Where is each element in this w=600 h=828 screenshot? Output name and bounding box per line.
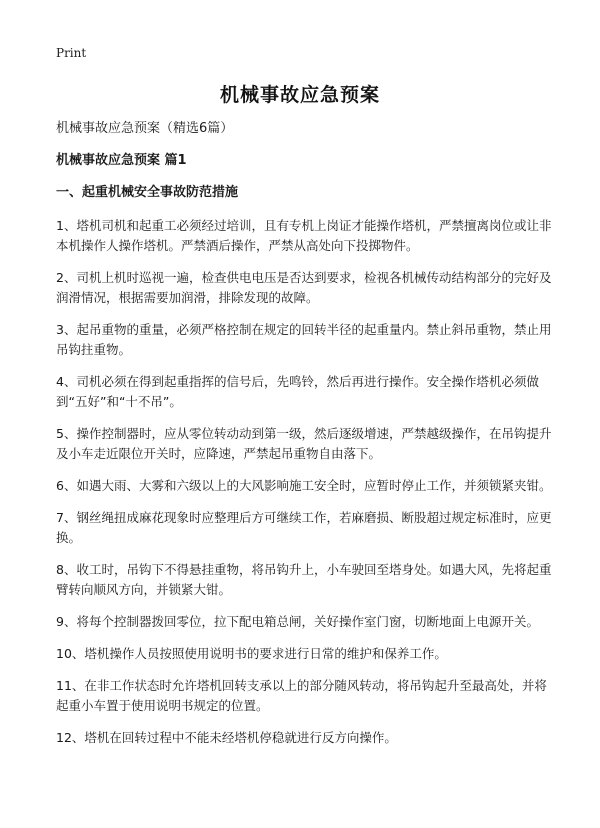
paragraph-9: 9、将每个控制器拨回零位，拉下配电箱总闸，关好操作室门窗，切断地面上电源开关。: [56, 614, 539, 629]
paragraph-1: 1、塔机司机和起重工必须经过培训，且有专机上岗证才能操作塔机，严禁擅离岗位或让非本机操作人操作塔机。严禁酒后操作，严禁从高处向下投掷物件。: [56, 218, 552, 253]
paragraph-2: 2、司机上机时巡视一遍，检查供电电压是否达到要求，检视各机械传动结构部分的完好及润滑情况，根据需要加润滑，排除发现的故障。: [56, 270, 552, 305]
paragraph-3: 3、起吊重物的重量，必须严格控制在规定的回转半径的起重量内。禁止斜吊重物，禁止用吊钩拄重物。: [56, 322, 552, 357]
paragraph-4: 4、司机必须在得到起重指挥的信号后，先鸣铃，然后再进行操作。安全操作塔机必须做到“五好”和“十不吊”。: [56, 374, 539, 409]
paragraph-12: 12、塔机在回转过程中不能未经塔机停稳就进行反方向操作。: [56, 730, 397, 745]
paragraph-6: 6、如遇大雨、大雾和六级以上的大风影响施工安全时，应暂时停止工作，并须锁紧夹钳。: [56, 478, 552, 493]
paragraph-8: 8、收工时，吊钩下不得悬挂重物，将吊钩升上，小车驶回至塔身处。如遇大风，先将起重臂转向顺风方向，并锁紧大钳。: [56, 562, 552, 597]
section-heading: 一、起重机械安全事故防范措施: [56, 185, 239, 200]
paragraph-7: 7、钢丝绳扭成麻花现象时应整理后方可继续工作，若麻磨损、断股超过规定标准时，应更换。: [56, 510, 552, 545]
article-heading: 机械事故应急预案 篇1: [56, 153, 187, 168]
paragraph-11: 11、在非工作状态时允许塔机回转支承以上的部分随风转动，将吊钩起升至最高处，并将起重小车置于使用说明书规定的位置。: [56, 678, 547, 713]
print-label[interactable]: Print: [56, 46, 87, 60]
paragraph-10: 10、塔机操作人员按照使用说明书的要求进行日常的维护和保养工作。: [56, 646, 447, 661]
document-body: [56, 120, 552, 760]
page-title: 机械事故应急预案: [219, 84, 380, 106]
document-subtitle: 机械事故应急预案（精选6篇）: [56, 121, 234, 136]
paragraph-5: 5、操作控制器时，应从零位转动动到第一级，然后逐级增速，严禁越级操作，在吊钩提升及小车走近限位开关时，应降速，严禁起吊重物自由落下。: [56, 426, 552, 461]
